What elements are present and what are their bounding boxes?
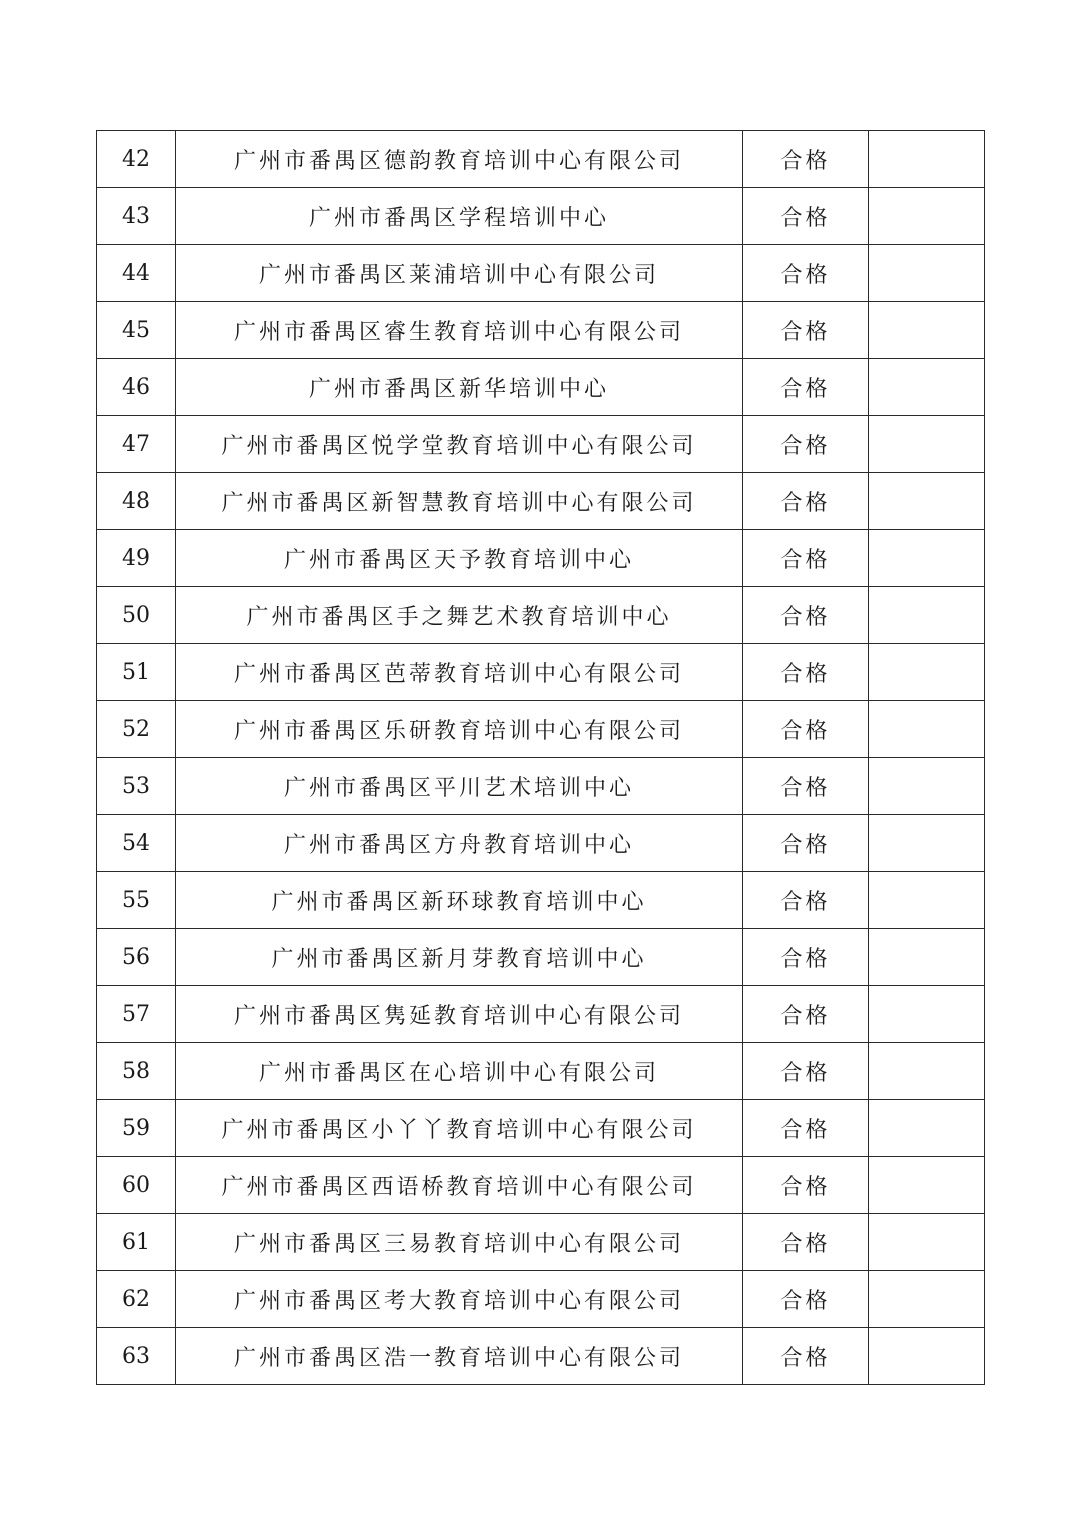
result-cell: 合格 <box>743 587 869 644</box>
table-row <box>97 872 985 929</box>
table-row <box>97 644 985 701</box>
institution-name-cell: 广州市番禺区莱浦培训中心有限公司 <box>176 245 743 302</box>
table-row <box>97 473 985 530</box>
result-cell: 合格 <box>743 815 869 872</box>
row-number-cell: 48 <box>97 473 176 530</box>
remarks-cell <box>869 1214 985 1271</box>
row-number-cell: 45 <box>97 302 176 359</box>
row-number-cell: 53 <box>97 758 176 815</box>
institution-name-cell: 广州市番禺区学程培训中心 <box>176 188 743 245</box>
remarks-cell <box>869 416 985 473</box>
row-number-cell: 58 <box>97 1043 176 1100</box>
remarks-cell <box>869 701 985 758</box>
table-row <box>97 1157 985 1214</box>
row-number-cell: 49 <box>97 530 176 587</box>
institution-name-cell: 广州市番禺区芭蒂教育培训中心有限公司 <box>176 644 743 701</box>
result-cell: 合格 <box>743 131 869 188</box>
remarks-cell <box>869 1328 985 1385</box>
table-row <box>97 530 985 587</box>
remarks-cell <box>869 815 985 872</box>
table-row <box>97 758 985 815</box>
table-row <box>97 188 985 245</box>
institution-name-cell: 广州市番禺区小丫丫教育培训中心有限公司 <box>176 1100 743 1157</box>
table-row <box>97 359 985 416</box>
inspection-results-table-wrapper <box>96 130 984 1385</box>
remarks-cell <box>869 587 985 644</box>
row-number-cell: 61 <box>97 1214 176 1271</box>
result-cell: 合格 <box>743 986 869 1043</box>
result-cell: 合格 <box>743 188 869 245</box>
row-number-cell: 60 <box>97 1157 176 1214</box>
row-number-cell: 57 <box>97 986 176 1043</box>
table-row <box>97 416 985 473</box>
table-body <box>97 131 985 1385</box>
row-number-cell: 62 <box>97 1271 176 1328</box>
institution-name-cell: 广州市番禺区新智慧教育培训中心有限公司 <box>176 473 743 530</box>
result-cell: 合格 <box>743 245 869 302</box>
row-number-cell: 51 <box>97 644 176 701</box>
result-cell: 合格 <box>743 302 869 359</box>
result-cell: 合格 <box>743 530 869 587</box>
table-row <box>97 1271 985 1328</box>
row-number-cell: 59 <box>97 1100 176 1157</box>
table-row <box>97 1100 985 1157</box>
row-number-cell: 46 <box>97 359 176 416</box>
remarks-cell <box>869 929 985 986</box>
remarks-cell <box>869 872 985 929</box>
remarks-cell <box>869 1043 985 1100</box>
institution-name-cell: 广州市番禺区考大教育培训中心有限公司 <box>176 1271 743 1328</box>
institution-name-cell: 广州市番禺区浩一教育培训中心有限公司 <box>176 1328 743 1385</box>
row-number-cell: 42 <box>97 131 176 188</box>
institution-name-cell: 广州市番禺区德韵教育培训中心有限公司 <box>176 131 743 188</box>
institution-name-cell: 广州市番禺区三易教育培训中心有限公司 <box>176 1214 743 1271</box>
row-number-cell: 43 <box>97 188 176 245</box>
result-cell: 合格 <box>743 359 869 416</box>
table-row <box>97 587 985 644</box>
remarks-cell <box>869 302 985 359</box>
result-cell: 合格 <box>743 644 869 701</box>
institution-name-cell: 广州市番禺区西语桥教育培训中心有限公司 <box>176 1157 743 1214</box>
inspection-results-table <box>96 130 985 1385</box>
row-number-cell: 63 <box>97 1328 176 1385</box>
row-number-cell: 52 <box>97 701 176 758</box>
result-cell: 合格 <box>743 1214 869 1271</box>
table-row <box>97 701 985 758</box>
table-row <box>97 1214 985 1271</box>
result-cell: 合格 <box>743 872 869 929</box>
table-row <box>97 815 985 872</box>
table-row <box>97 302 985 359</box>
remarks-cell <box>869 359 985 416</box>
table-row <box>97 1043 985 1100</box>
row-number-cell: 54 <box>97 815 176 872</box>
result-cell: 合格 <box>743 416 869 473</box>
result-cell: 合格 <box>743 1328 869 1385</box>
institution-name-cell: 广州市番禺区新华培训中心 <box>176 359 743 416</box>
remarks-cell <box>869 1271 985 1328</box>
remarks-cell <box>869 644 985 701</box>
result-cell: 合格 <box>743 929 869 986</box>
row-number-cell: 56 <box>97 929 176 986</box>
table-row <box>97 131 985 188</box>
institution-name-cell: 广州市番禺区手之舞艺术教育培训中心 <box>176 587 743 644</box>
institution-name-cell: 广州市番禺区新环球教育培训中心 <box>176 872 743 929</box>
row-number-cell: 50 <box>97 587 176 644</box>
remarks-cell <box>869 758 985 815</box>
table-row <box>97 986 985 1043</box>
remarks-cell <box>869 245 985 302</box>
result-cell: 合格 <box>743 1157 869 1214</box>
institution-name-cell: 广州市番禺区乐研教育培训中心有限公司 <box>176 701 743 758</box>
table-row <box>97 245 985 302</box>
result-cell: 合格 <box>743 1100 869 1157</box>
result-cell: 合格 <box>743 758 869 815</box>
row-number-cell: 44 <box>97 245 176 302</box>
remarks-cell <box>869 188 985 245</box>
table-row <box>97 929 985 986</box>
institution-name-cell: 广州市番禺区方舟教育培训中心 <box>176 815 743 872</box>
result-cell: 合格 <box>743 473 869 530</box>
remarks-cell <box>869 131 985 188</box>
remarks-cell <box>869 1100 985 1157</box>
institution-name-cell: 广州市番禺区睿生教育培训中心有限公司 <box>176 302 743 359</box>
institution-name-cell: 广州市番禺区天予教育培训中心 <box>176 530 743 587</box>
remarks-cell <box>869 1157 985 1214</box>
row-number-cell: 55 <box>97 872 176 929</box>
institution-name-cell: 广州市番禺区悦学堂教育培训中心有限公司 <box>176 416 743 473</box>
remarks-cell <box>869 986 985 1043</box>
result-cell: 合格 <box>743 1043 869 1100</box>
institution-name-cell: 广州市番禺区平川艺术培训中心 <box>176 758 743 815</box>
remarks-cell <box>869 473 985 530</box>
table-row <box>97 1328 985 1385</box>
institution-name-cell: 广州市番禺区在心培训中心有限公司 <box>176 1043 743 1100</box>
result-cell: 合格 <box>743 701 869 758</box>
result-cell: 合格 <box>743 1271 869 1328</box>
institution-name-cell: 广州市番禺区隽延教育培训中心有限公司 <box>176 986 743 1043</box>
row-number-cell: 47 <box>97 416 176 473</box>
remarks-cell <box>869 530 985 587</box>
institution-name-cell: 广州市番禺区新月芽教育培训中心 <box>176 929 743 986</box>
